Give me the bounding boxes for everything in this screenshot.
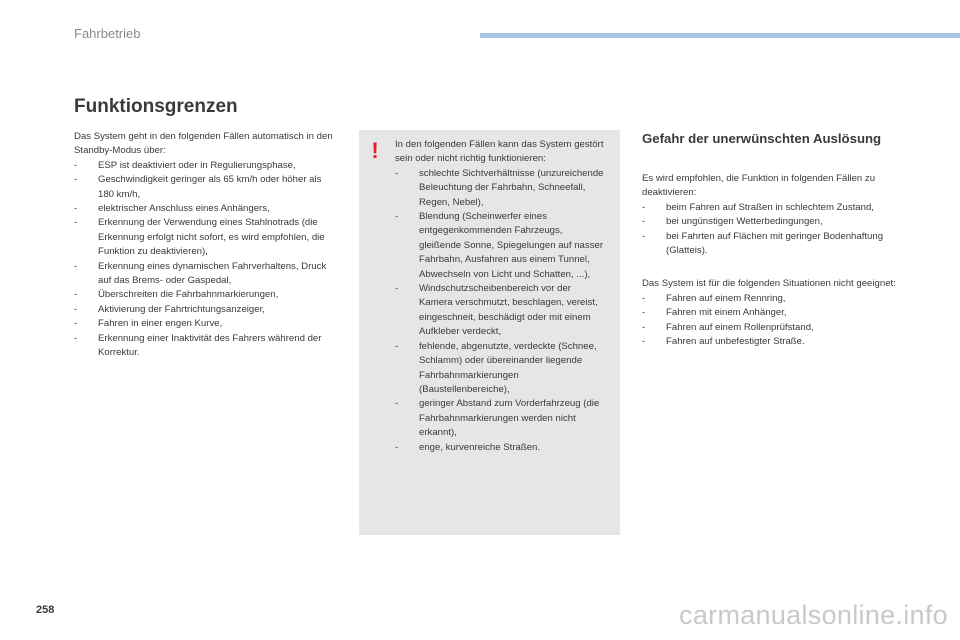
right-heading: Gefahr der unerwünschten Auslösung (642, 131, 882, 146)
list-item: - Fahren auf einem Rennring, (642, 292, 907, 306)
warning-intro: In den folgenden Fällen kann das System gestört sein oder nicht richtig funktionieren: (395, 139, 604, 165)
list-item: - Aktivierung der Fahrtrichtungsanzeiger, (74, 303, 336, 317)
watermark: carmanualsonline.info (679, 600, 948, 630)
list-item: - beim Fahren auf Straßen in schlechtem Zustand, (642, 201, 907, 215)
list-item: - elektrischer Anschluss eines Anhängers, (74, 202, 336, 216)
header-rule (480, 33, 960, 38)
list-item: - Fahren in einer engen Kurve, (74, 317, 336, 331)
list-item: - Erkennung einer Inaktivität des Fahrers während der Korrektur. (74, 332, 336, 361)
left-intro: Das System geht in den folgenden Fällen automatisch in den Standby-Modus über: (74, 131, 333, 157)
list-item: - Blendung (Scheinwerfer eines entgegenkommenden Fahrzeugs, gleißende Sonne, Spiegelungen auf nasser Fahrbahn, Ausfahren aus einem Tunnel, Abwechseln von Licht und Schatten, ...), (395, 210, 605, 282)
spacer (642, 258, 907, 277)
list-item: - Überschreiten die Fahrbahnmarkierungen, (74, 288, 336, 302)
standby-list (74, 159, 336, 361)
list-item: - Erkennung der Verwendung eines Stahlnotrads (die Erkennung erfolgt nicht sofort, es wird empfohlen, die Funktion zu deaktivieren), (74, 216, 336, 259)
left-column (74, 130, 336, 361)
right-intro-1: Es wird empfohlen, die Funktion in folgenden Fällen zu deaktivieren: (642, 173, 876, 199)
exclamation-icon: ! (371, 138, 379, 163)
list-item: - schlechte Sichtverhältnisse (unzureichende Beleuchtung der Fahrbahn, Schneefall, Regen, Nebel), (395, 167, 605, 210)
list-item: - fehlende, abgenutzte, verdeckte (Schnee, Schlamm) oder übereinander liegende Fahrbahnmarkierungen (Baustellenbereiche), (395, 340, 605, 398)
warning-list (395, 167, 605, 455)
list-item: - bei ungünstigen Wetterbedingungen, (642, 215, 907, 229)
page-number: 258 (36, 604, 55, 616)
list-item: - Fahren mit einem Anhänger, (642, 306, 907, 320)
list-item: - Fahren auf einem Rollenprüfstand, (642, 321, 907, 335)
list-item: - enge, kurvenreiche Straßen. (395, 441, 605, 455)
section-header: Fahrbetrieb (74, 26, 141, 41)
warning-box (359, 130, 620, 535)
right-column (642, 172, 907, 349)
right-intro-2: Das System ist für die folgenden Situationen nicht geeignet: (642, 278, 896, 290)
list-item: - Geschwindigkeit geringer als 65 km/h oder höher als 180 km/h, (74, 173, 336, 202)
list-item: - Windschutzscheibenbereich vor der Kamera verschmutzt, beschlagen, vereist, eingeschneit, beschädigt oder mit einem Aufkleber verdeckt, (395, 282, 605, 340)
page-title: Funktionsgrenzen (74, 96, 238, 117)
warning-content (395, 138, 605, 455)
list-item: - ESP ist deaktiviert oder in Regulierungsphase, (74, 159, 336, 173)
deactivate-list (642, 201, 907, 259)
list-item: - Fahren auf unbefestigter Straße. (642, 335, 907, 349)
list-item: - geringer Abstand zum Vorderfahrzeug (die Fahrbahnmarkierungen werden nicht erkannt), (395, 397, 605, 440)
list-item: - bei Fahrten auf Flächen mit geringer Bodenhaftung (Glatteis). (642, 230, 907, 259)
unsuitable-list (642, 292, 907, 350)
list-item: - Erkennung eines dynamischen Fahrverhaltens, Druck auf das Brems- oder Gaspedal, (74, 260, 336, 289)
